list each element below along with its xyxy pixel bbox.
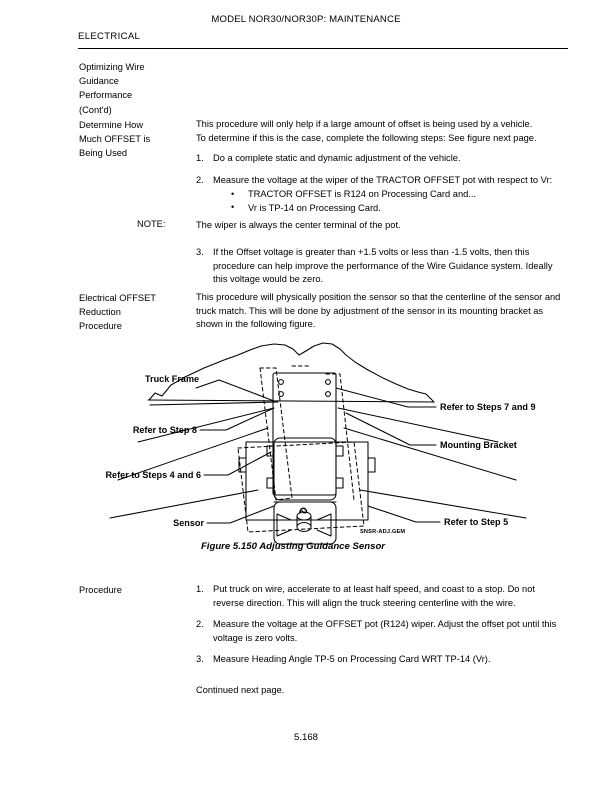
intro-line-1: This procedure will only help if a large amount of offset is being used by a vehicle.	[196, 119, 533, 129]
list-item	[196, 246, 568, 287]
mounting-hole	[279, 380, 284, 385]
frame-rail-lower-left	[110, 490, 258, 518]
truck-frame-band	[148, 400, 434, 402]
heading-line: Performance	[79, 90, 133, 101]
sensor-clip-right-upper	[336, 446, 343, 456]
electrical-offset-body: This procedure will physically position the sensor so that the centerline of the sensor and truck match. This will be done by adjustment of the sensor in its mounting bracket as shown in the following figure.	[196, 292, 561, 330]
sensor-body	[274, 438, 336, 500]
list-item	[196, 152, 568, 166]
list-item-number: 3.	[196, 247, 204, 257]
leader-line-step-5	[368, 506, 440, 522]
header-divider-rule	[78, 48, 568, 49]
figure-label-refer-step-5: Refer to Step 5	[444, 517, 509, 527]
heading-line: Much OFFSET is	[79, 134, 151, 145]
figure-label-sensor: Sensor	[173, 518, 204, 528]
sensor-mounting-plate	[273, 373, 336, 495]
leader-line-mounting-bracket	[346, 413, 436, 445]
heading-electrical-offset-reduction	[79, 291, 191, 334]
determine-offset-step3	[196, 246, 568, 295]
frame-rail-right	[338, 408, 498, 442]
figure-label-refer-steps-7-9: Refer to Steps 7 and 9	[440, 402, 536, 412]
figure-adjusting-guidance-sensor	[78, 330, 568, 560]
heading-line: Electrical OFFSET	[79, 293, 156, 303]
list-item-text: Measure the voltage at the wiper of the TRACTOR OFFSET pot with respect to Vr:	[213, 174, 553, 185]
heading-line: Reduction	[79, 307, 121, 318]
figure-label-refer-steps-4-6: Refer to Steps 4 and 6	[105, 470, 201, 480]
bullet-item-text: Vr is TP-14 on Processing Card.	[248, 202, 381, 213]
bullet-item	[213, 202, 568, 215]
list-item-text: Measure the voltage at the OFFSET pot (R124) wiper. Adjust the offset pot until this voltage is zero volts.	[213, 619, 557, 643]
heading-optimizing-wire-guidance	[79, 60, 191, 117]
continued-notice: Continued next page.	[196, 684, 285, 695]
numbered-list	[196, 246, 568, 287]
bracket-tab-right	[368, 458, 375, 472]
heading-line: Procedure	[79, 321, 122, 332]
list-item-text: Measure Heading Angle TP-5 on Processing Card WRT TP-14 (Vr).	[213, 654, 491, 665]
bullet-item	[213, 188, 568, 201]
bullet-item-text: TRACTOR OFFSET is R124 on Processing Card and...	[248, 189, 477, 200]
list-item	[196, 583, 568, 610]
list-item-number: 2.	[196, 174, 204, 185]
determine-offset-steps	[196, 152, 568, 223]
document-header-title: MODEL NOR30/NOR30P: MAINTENANCE	[211, 14, 401, 25]
mounting-hole	[326, 392, 331, 397]
list-item-number: 3.	[196, 654, 204, 665]
frame-rail-lower-right	[360, 490, 526, 518]
heading-line: Guidance	[79, 76, 119, 87]
heading-determine-offset	[79, 118, 191, 161]
truck-frame-band-lower	[150, 402, 278, 405]
mounting-bracket-body	[246, 442, 368, 520]
leader-line-steps-4-6	[204, 452, 271, 475]
list-item-number: 2.	[196, 619, 204, 630]
guidance-sensor-diagram	[78, 330, 568, 560]
figure-label-mounting-bracket: Mounting Bracket	[440, 440, 517, 450]
note-text: The wiper is always the center terminal of the pot.	[196, 220, 401, 230]
numbered-list	[196, 152, 568, 215]
list-item-text: If the Offset voltage is greater than +1.5 volts or less than -1.5 volts, then this procedure can help improve the performance of the Wire Guidance system. Ideally this voltage would be zero.	[213, 247, 553, 285]
heading-procedure	[79, 583, 191, 597]
sensor-clip-right-lower	[336, 478, 343, 488]
list-item-text: Put truck on wire, accelerate to at least half speed, and coast to a stop. Do not reverse direction. This will align the truck steering centerline with the wire.	[213, 584, 535, 608]
procedure-body	[196, 583, 568, 698]
list-item-text: Do a complete static and dynamic adjustment of the vehicle.	[213, 153, 461, 163]
note-label: NOTE:	[137, 219, 166, 229]
figure-source-filename: SNSR-ADJ.GEM	[360, 529, 406, 535]
figure-label-truck-frame: Truck Frame	[145, 374, 200, 384]
figure-label-refer-step-8: Refer to Step 8	[132, 425, 197, 435]
list-item	[196, 174, 568, 215]
list-item-number: 1.	[196, 584, 204, 594]
list-item	[196, 618, 568, 645]
mounting-hole	[326, 380, 331, 385]
intro-line-2: To determine if this is the case, complete the following steps: See figure next page.	[196, 132, 537, 143]
list-item-number: 1.	[196, 153, 204, 163]
adjustment-bolt-detail	[277, 508, 331, 536]
leader-line-steps-7-9	[336, 388, 436, 407]
bullet-dot-icon: •	[231, 188, 235, 199]
heading-line: (Cont'd)	[79, 104, 112, 115]
bullet-dot-icon: •	[231, 202, 235, 213]
bullet-list	[213, 188, 568, 215]
numbered-list	[196, 583, 568, 667]
heading-line: Being Used	[79, 148, 128, 159]
list-item	[196, 653, 568, 667]
section-label: ELECTRICAL	[78, 31, 141, 42]
page-number: 5.168	[293, 732, 318, 743]
figure-caption: Figure 5.150 Adjusting Guidance Sensor	[200, 541, 386, 552]
heading-line: Procedure	[79, 585, 122, 595]
heading-line: Optimizing Wire	[79, 62, 145, 72]
spacer	[196, 675, 568, 684]
heading-line: Determine How	[79, 120, 144, 130]
determine-offset-body	[196, 118, 568, 145]
